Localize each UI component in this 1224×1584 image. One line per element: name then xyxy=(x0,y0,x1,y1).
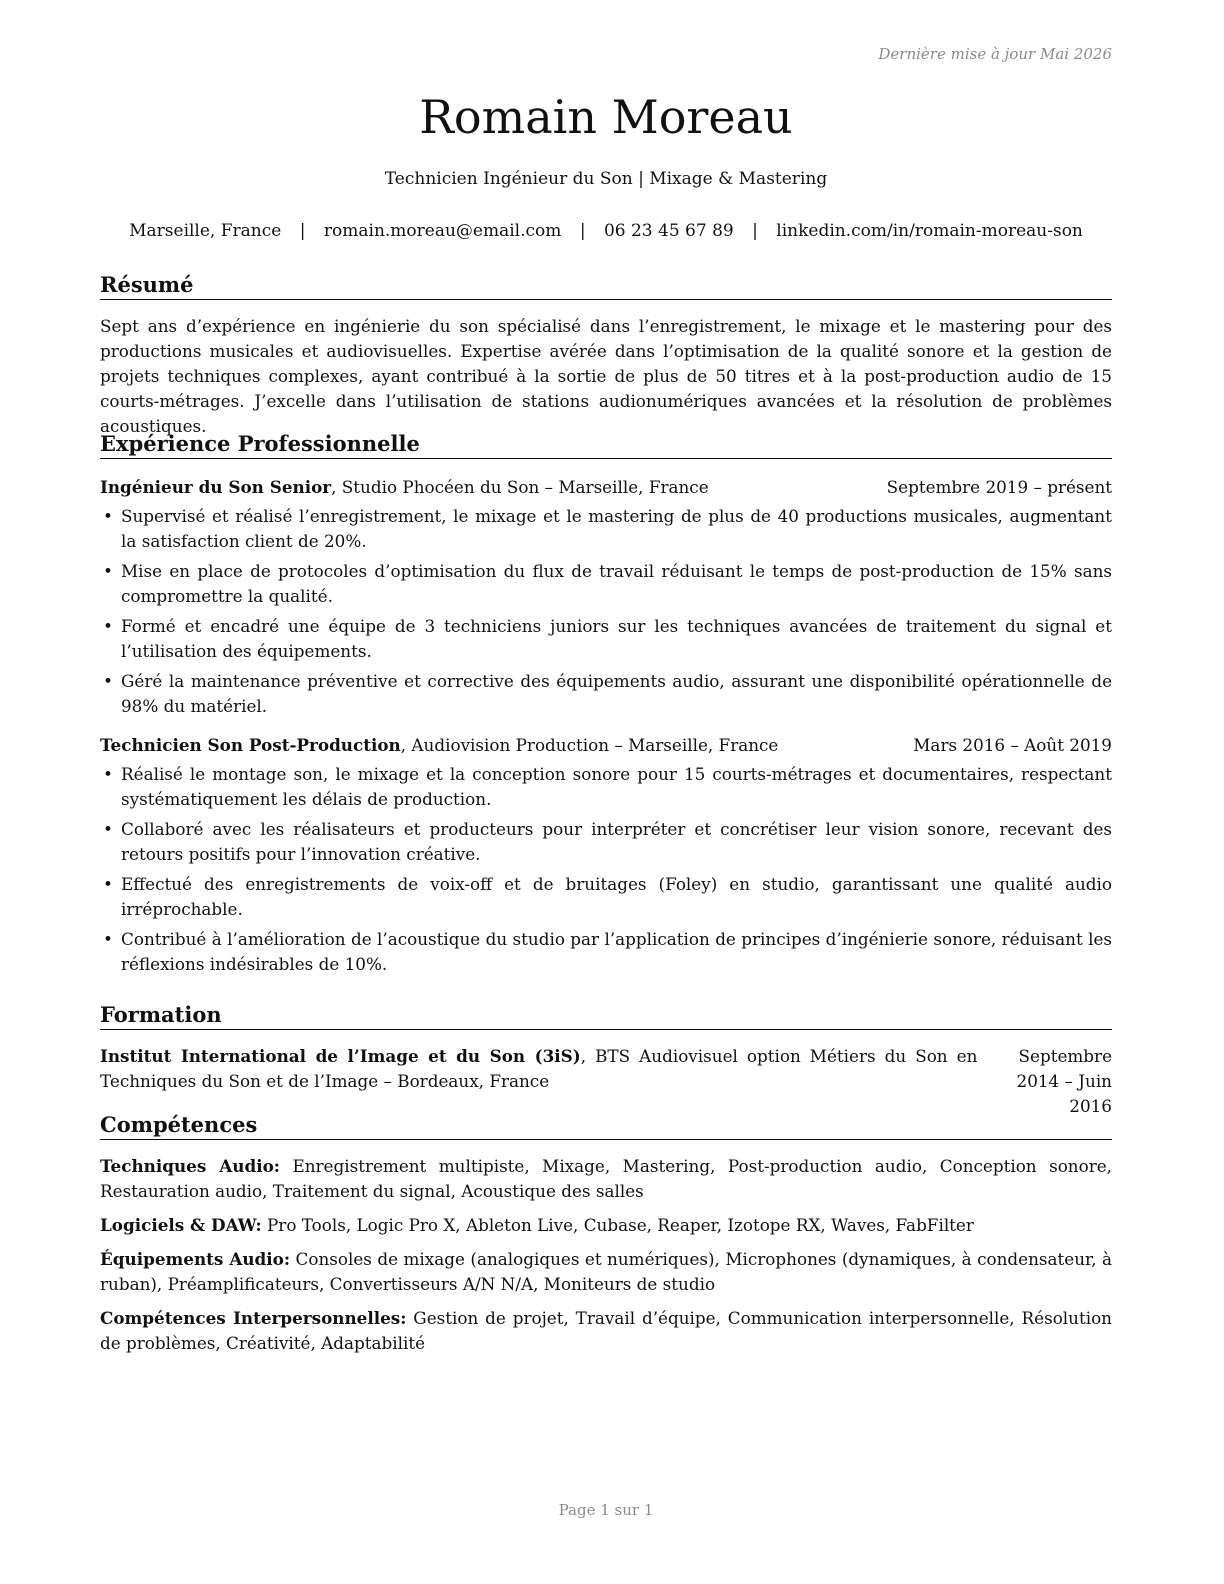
job-role: Technicien Son Post-Production xyxy=(100,735,401,755)
contact-line xyxy=(100,219,1112,243)
job-bullets xyxy=(100,504,1112,719)
job-entry xyxy=(100,733,1112,977)
skill-row xyxy=(100,1154,1112,1204)
bullet-item: • Mise en place de protocoles d’optimisation du flux de travail réduisant le temps de post-production de 15% sans compromettre la qualité. xyxy=(100,559,1112,609)
section-title-summary: Résumé xyxy=(100,271,1112,300)
resume-page xyxy=(100,0,1112,1584)
education-section xyxy=(100,1001,1112,1119)
page-number: Page 1 sur 1 xyxy=(558,1501,654,1519)
skill-row xyxy=(100,1247,1112,1297)
job-bullets xyxy=(100,762,1112,977)
skills-list xyxy=(100,1154,1112,1356)
skill-row xyxy=(100,1306,1112,1356)
contact-phone[interactable]: 06 23 45 67 89 xyxy=(603,221,734,241)
skill-text: Pro Tools, Logic Pro X, Ableton Live, Cubase, Reaper, Izotope RX, Waves, FabFilter xyxy=(261,1215,974,1235)
job-dates: Mars 2016 – Août 2019 xyxy=(913,735,1112,755)
bullet-item: • Géré la maintenance préventive et corrective des équipements audio, assurant une disponibilité opérationnelle de 98% du matériel. xyxy=(100,669,1112,719)
section-title-education: Formation xyxy=(100,1001,1112,1030)
bullet-item: • Réalisé le montage son, le mixage et la conception sonore pour 15 courts-métrages et documentaires, respectant systématiquement les délais de production. xyxy=(100,762,1112,812)
contact-location: Marseille, France xyxy=(129,221,282,241)
experience-section xyxy=(100,430,1112,982)
skill-text: Consoles de mixage (analogiques et numériques), Microphones (dynamiques, à condensateur, à ruban), Préamplificateurs, Convertisseurs A/N N/A, Moniteurs de studio xyxy=(100,1249,1112,1294)
bullet-item: • Supervisé et réalisé l’enregistrement, le mixage et le mastering de plus de 40 productions musicales, augmentant la satisfaction client de 20%. xyxy=(100,504,1112,554)
skill-label: Logiciels & DAW: xyxy=(100,1215,262,1235)
contact-linkedin[interactable]: linkedin.com/in/romain-moreau-son xyxy=(776,221,1083,241)
summary-section xyxy=(100,271,1112,439)
bullet-item: • Contribué à l’amélioration de l’acoustique du studio par l’application de principes d’ingénierie sonore, réduisant les réflexions indésirables de 10%. xyxy=(100,927,1112,977)
bullet-item: • Formé et encadré une équipe de 3 techniciens juniors sur les techniques avancées de traitement du signal et l’utilisation des équipements. xyxy=(100,614,1112,664)
job-dates: Septembre 2019 – présent xyxy=(886,477,1112,497)
contact-separator: | xyxy=(752,221,758,241)
skill-text: Gestion de projet, Travail d’équipe, Communication interpersonnelle, Résolution de problèmes, Créativité, Adaptabilité xyxy=(100,1308,1112,1353)
contact-email[interactable]: romain.moreau@email.com xyxy=(323,221,562,241)
last-updated: Dernière mise à jour Mai 2026 xyxy=(878,45,1112,63)
job-company: , Studio Phocéen du Son – Marseille, France xyxy=(331,477,709,497)
skill-label: Équipements Audio: xyxy=(100,1249,291,1269)
education-school: Institut International de l’Image et du Son (3iS) xyxy=(100,1046,581,1066)
job-header xyxy=(100,733,1112,758)
skill-row xyxy=(100,1213,1112,1238)
contact-separator: | xyxy=(579,221,586,241)
candidate-name: Romain Moreau xyxy=(419,90,793,144)
skills-section xyxy=(100,1111,1112,1365)
section-title-experience: Expérience Professionnelle xyxy=(100,430,1112,459)
education-dates: Septembre 2014 – Juin 2016 xyxy=(1016,1046,1112,1116)
skill-label: Techniques Audio: xyxy=(100,1156,280,1176)
bullet-item: • Effectué des enregistrements de voix-off et de bruitages (Foley) en studio, garantissant une qualité audio irréprochable. xyxy=(100,872,1112,922)
skill-text: Enregistrement multipiste, Mixage, Mastering, Post-production audio, Conception sonore, Restauration audio, Traitement du signal, Acoustique des salles xyxy=(100,1156,1112,1201)
job-entry xyxy=(100,475,1112,719)
bullet-item: • Collaboré avec les réalisateurs et producteurs pour interpréter et concrétiser leur vision sonore, recevant des retours positifs pour l’innovation créative. xyxy=(100,817,1112,867)
job-header xyxy=(100,475,1112,500)
contact-separator: | xyxy=(299,221,306,241)
education-degree: , BTS Audiovisuel option Métiers du Son en Techniques du Son et de l’Image – Bordeaux, France xyxy=(100,1046,978,1091)
candidate-subtitle: Technicien Ingénieur du Son | Mixage & Mastering xyxy=(384,169,828,189)
job-company: , Audiovision Production – Marseille, France xyxy=(400,735,779,755)
education-entry xyxy=(100,1044,1112,1119)
job-role: Ingénieur du Son Senior xyxy=(100,477,332,497)
summary-text: Sept ans d’expérience en ingénierie du son spécialisé dans l’enregistrement, le mixage et le mastering pour des productions musicales et audiovisuelles. Expertise avérée dans l’optimisation de la qualité sonore et la gestion de projets techniques complexes, ayant contribué à la sortie de plus de 50 titres et à la post-production audio de 15 courts-métrages. J’excelle dans l’utilisation de stations audionumériques avancées et la résolution de problèmes acoustiques. xyxy=(100,316,1112,436)
section-title-skills: Compétences xyxy=(100,1111,1112,1140)
skill-label: Compétences Interpersonnelles: xyxy=(100,1308,407,1328)
